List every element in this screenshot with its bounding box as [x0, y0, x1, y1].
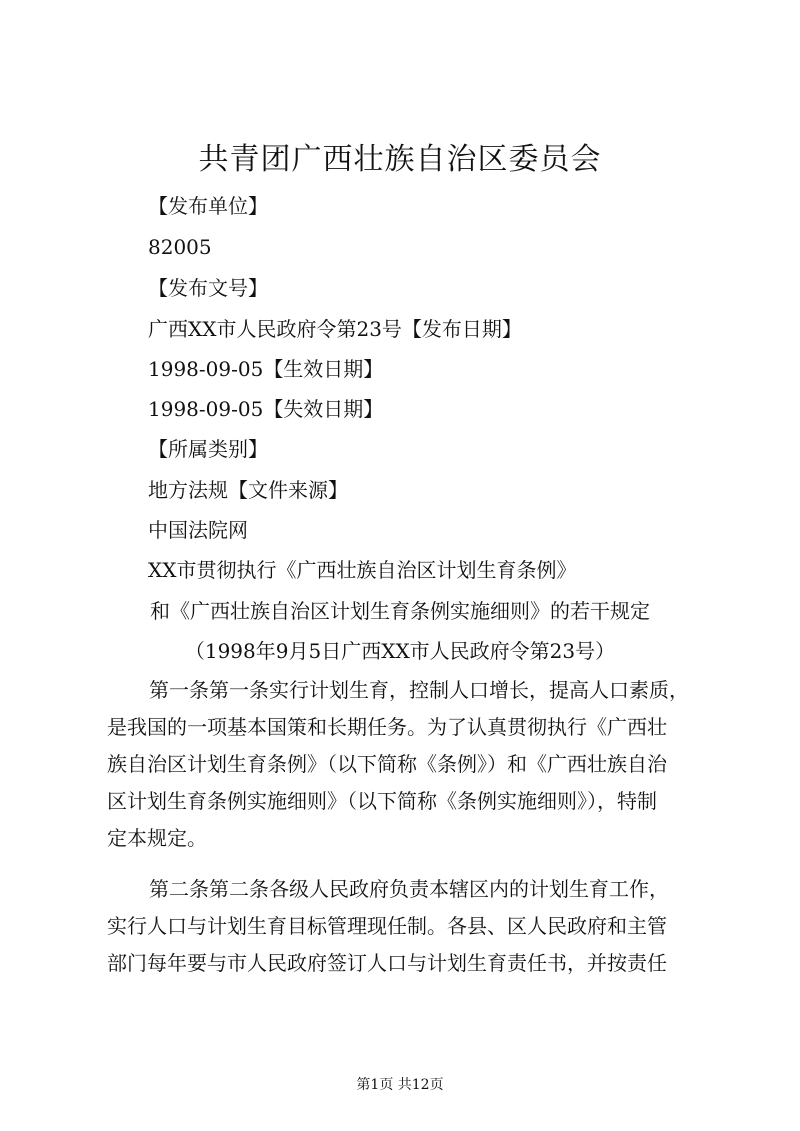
regulation-subheading: （1998年9月5日广西XX市人民政府令第23号）: [184, 639, 616, 663]
document-title: 共青团广西壮族自治区委员会: [198, 142, 602, 177]
article-1-paragraph: [107, 672, 707, 857]
article-2-paragraph: [107, 871, 707, 982]
meta-line-doc-number-value: 广西XX市人民政府令第23号【发布日期】: [148, 317, 522, 341]
paragraph-line: 第一条第一条实行计划生育，控制人口增长，提高人口素质，: [149, 678, 689, 702]
regulation-heading: 和《广西壮族自治区计划生育条例实施细则》的若干规定: [150, 599, 650, 623]
paragraph-line: 第二条第二条各级人民政府负责本辖区内的计划生育工作，: [149, 877, 669, 901]
meta-line-source-value: 中国法院网: [148, 518, 248, 542]
page-number-footer: 第1页 共12页: [356, 1077, 444, 1093]
paragraph-line: 部门每年要与市人民政府签订人口与计划生育责任书，并按责任: [107, 951, 667, 975]
paragraph-line: 是我国的一项基本国策和长期任务。为了认真贯彻执行《广西壮: [107, 715, 667, 739]
meta-line-regulation-title: XX市贯彻执行《广西壮族自治区计划生育条例》: [148, 558, 577, 582]
meta-line-publisher-value: 82005: [148, 235, 212, 259]
meta-line-publisher-label: 【发布单位】: [148, 194, 268, 218]
paragraph-line: 实行人口与计划生育目标管理现任制。各县、区人民政府和主管: [107, 914, 667, 938]
meta-line-category-label: 【所属类别】: [148, 437, 268, 461]
meta-line-effective-date: 1998-09-05【失效日期】: [148, 397, 384, 421]
paragraph-line: 区计划生育条例实施细则》（以下简称《条例实施细则》），特制: [107, 789, 657, 813]
meta-line-publish-date: 1998-09-05【生效日期】: [148, 357, 384, 381]
meta-line-category-value: 地方法规【文件来源】: [148, 478, 348, 502]
paragraph-line: 定本规定。: [107, 826, 207, 850]
paragraph-line: 族自治区计划生育条例》（以下简称《条例》）和《广西壮族自治: [107, 752, 667, 776]
meta-line-doc-number-label: 【发布文号】: [148, 276, 268, 300]
